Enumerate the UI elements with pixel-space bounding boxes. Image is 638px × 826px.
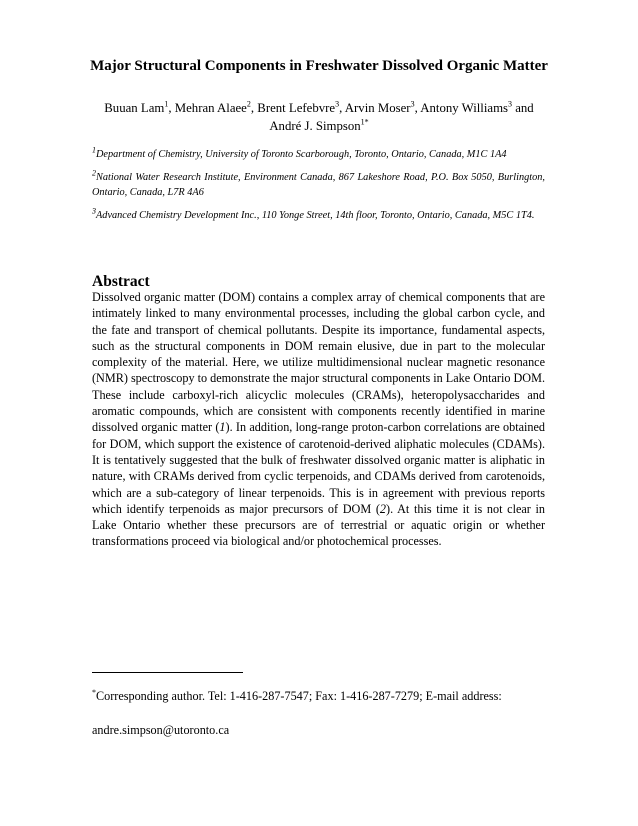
author-name: Antony Williams: [420, 101, 509, 115]
author-name: Mehran Alaee: [174, 101, 247, 115]
reference-number: 2: [379, 501, 387, 516]
corresponding-author-footnote: [92, 688, 545, 704]
affiliation-1: [92, 147, 545, 162]
footnote-divider: [92, 672, 243, 673]
abstract-text: ). At this time it is not clear in Lake Ontario whether these precursors are of terrestrial or aquatic origin or whether transformations proceed via biological and/or photochemical processes.: [92, 501, 545, 549]
abstract-body: [92, 289, 545, 550]
reference-number: 1: [219, 420, 226, 435]
abstract-text: ). In addition, long-range proton-carbon correlations are obtained for DOM, which support the existence of carotenoid-derived aliphatic molecules (CDAMs). It is tentatively suggested that the bulk of freshwater dissolved organic matter is aliphatic in nature, with CRAMs derived from cyclic terpenoids, and CDAMs derived from carotenoids, which are a sub-category of linear terpenoids. This is in agreement with previous reports which identify terpenoids as major precursors of DOM (: [92, 420, 545, 516]
author-affiliation-mark: 3: [410, 99, 415, 109]
author-list: [96, 99, 542, 135]
affiliation-text: Advanced Chemistry Development Inc., 110 Yonge Street, 14th floor, Toronto, Ontario, Canada, M5C 1T4.: [96, 210, 535, 221]
author-affiliation-mark: 3: [335, 99, 340, 109]
author-separator: ,: [414, 101, 421, 115]
abstract-heading: Abstract: [92, 273, 150, 290]
author-affiliation-mark: 3: [508, 99, 513, 109]
author-separator: ,: [168, 101, 175, 115]
footnote-text: Corresponding author. Tel: 1-416-287-7547; Fax: 1-416-287-7279; E-mail address:: [96, 689, 502, 703]
author-affiliation-mark: 1: [164, 99, 169, 109]
author-affiliation-mark: 2: [246, 99, 251, 109]
affiliation-mark: 1: [92, 145, 96, 155]
author-separator: ,: [339, 101, 345, 115]
author-affiliation-mark: 1*: [360, 117, 369, 127]
author-name: André J. Simpson: [269, 119, 361, 133]
abstract-text: Dissolved organic matter (DOM) contains a complex array of chemical components that are intimately linked to many environmental processes, including the global carbon cycle, and the fate and transport of chemical pollutants. Despite its importance, fundamental aspects, such as the structural components in DOM remain elusive, due in part to the molecular complexity of the material. Here, we utilize multidimensional nuclear magnetic resonance (NMR) spectroscopy to demonstrate the major structural components in Lake Ontario DOM. These include carboxyl-rich alicyclic molecules (CRAMs), heteropolysaccharides and aromatic compounds, which are consistent with components recently identified in marine dissolved organic matter (: [92, 290, 545, 435]
author-name: Brent Lefebvre: [257, 101, 336, 115]
affiliation-2: [92, 170, 545, 200]
affiliation-mark: 2: [92, 168, 96, 178]
paper-title: Major Structural Components in Freshwater Dissolved Organic Matter: [90, 58, 548, 74]
affiliation-3: [92, 208, 545, 223]
affiliation-text: Department of Chemistry, University of Toronto Scarborough, Toronto, Ontario, Canada, M1C 1A4: [96, 149, 507, 160]
author-name: Buuan Lam: [104, 101, 165, 115]
author-name: Arvin Moser: [344, 101, 411, 115]
author-separator: and: [512, 101, 534, 115]
author-separator: ,: [250, 101, 258, 115]
affiliation-text: National Water Research Institute, Environment Canada, 867 Lakeshore Road, P.O. Box 5050, Burlington, Ontario, Canada, L7R 4A6: [92, 172, 545, 198]
affiliation-mark: 3: [92, 206, 96, 216]
corresponding-author-email: andre.simpson@utoronto.ca: [92, 723, 230, 737]
footnote-mark: *: [92, 687, 96, 697]
